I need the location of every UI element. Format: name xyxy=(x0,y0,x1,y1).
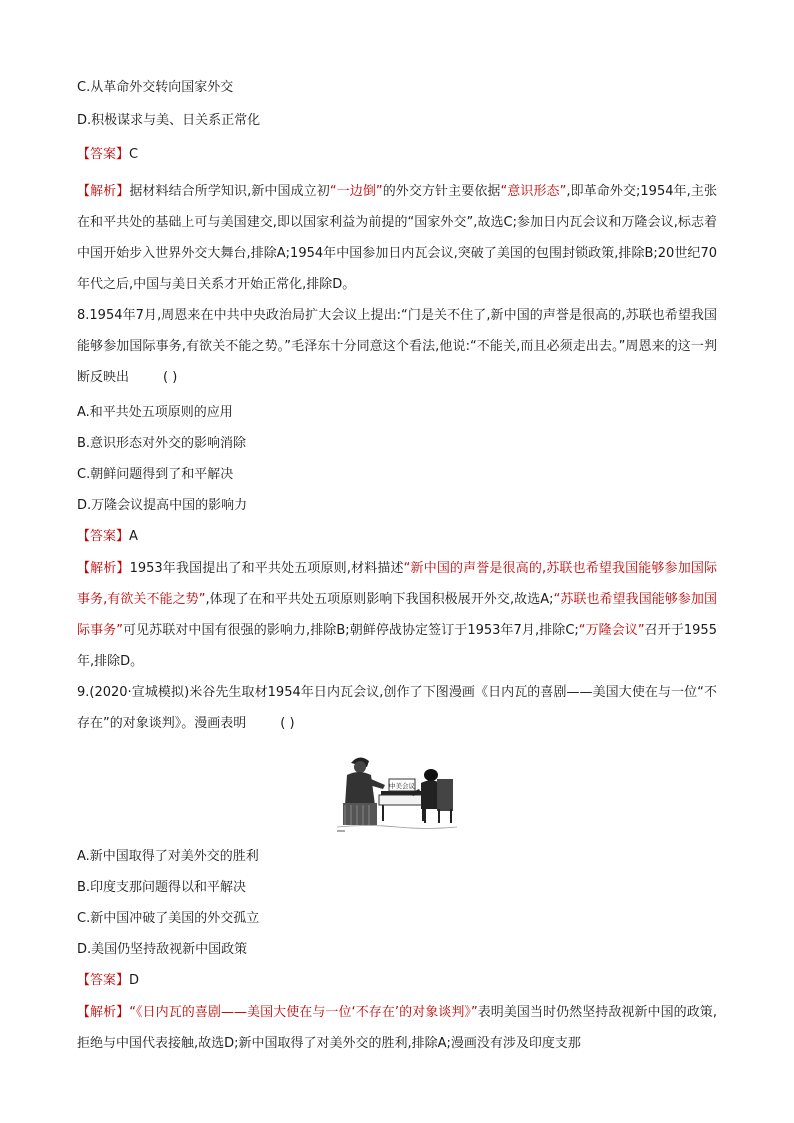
analysis-text: 的外交方针主要依据 xyxy=(382,184,501,199)
q8-analysis xyxy=(77,553,717,677)
analysis-text: 召开于1955年,排除D。 xyxy=(77,623,717,669)
document-page xyxy=(77,78,717,1059)
q9-option-a: A.新中国取得了对美外交的胜利 xyxy=(77,849,259,864)
analysis-text: 1953年我国提出了和平共处五项原则,材料描述 xyxy=(129,561,404,576)
q9-stem xyxy=(77,677,717,739)
q7-analysis xyxy=(77,176,717,300)
analysis-quote: “《日内瓦的喜剧——美国大使在与一位‘不存在’的对象谈判》” xyxy=(129,1005,478,1020)
analysis-text: 据材料结合所学知识,新中国成立初 xyxy=(129,184,330,199)
analysis-label: 【解析】 xyxy=(77,184,130,199)
analysis-label: 【解析】 xyxy=(77,1005,130,1020)
question-stem: 9.(2020·宣城模拟)米谷先生取材1954年日内瓦会议,创作了下图漫画《日内瓦的喜剧——美国大使在与一位“不存在”的对象谈判》。漫画表明 xyxy=(77,685,717,731)
q9-option-d: D.美国仍坚持敌视新中国政策 xyxy=(77,942,248,957)
question-stem: 8.1954年7月,周恩来在中共中央政治局扩大会议上提出:“门是关不住了,新中国的声誉是很高的,苏联也希望我国能够参加国际事务,有欲关不能之势。”毛泽东十分同意这个看法,他说:“不能关,而且必须走出去。”周恩来的这一判断反映出 xyxy=(77,308,717,385)
q8-answer xyxy=(77,527,717,547)
q8-stem xyxy=(77,300,717,393)
q9-option-b: B.印度支那问题得以和平解决 xyxy=(77,880,247,895)
answer-value: A xyxy=(129,529,138,544)
q7-answer xyxy=(77,145,717,165)
cartoon-sign-text: 中美会议 xyxy=(389,782,415,790)
analysis-label: 【解析】 xyxy=(77,561,130,576)
analysis-text: 表明美国当时仍然坚持敌视新中国的政策,拒绝与中国代表接触,故选D;新中国取得了对美外交的胜利,排除A;漫画没有涉及印度支那 xyxy=(77,1005,717,1051)
analysis-quote: “新中国的声誉是很高的,苏联也希望我国能够参加国际事务,有欲关不能之势” xyxy=(77,561,717,607)
q7-option-d: D.积极谋求与美、日关系正常化 xyxy=(77,113,261,128)
cartoon-figure xyxy=(77,749,717,833)
cartoon-illustration xyxy=(333,749,461,833)
q9-option-c: C.新中国冲破了美国的外交孤立 xyxy=(77,911,260,926)
answer-blank: ( ) xyxy=(163,370,178,385)
analysis-quote: “一边倒” xyxy=(329,184,383,199)
analysis-quote: “苏联也希望我国能够参加国际事务” xyxy=(77,592,717,638)
answer-label: 【答案】 xyxy=(77,529,130,544)
q7-option-c: C.从革命外交转向国家外交 xyxy=(77,80,234,95)
answer-value: C xyxy=(129,147,139,162)
q8-option-b: B.意识形态对外交的影响消除 xyxy=(77,436,247,451)
analysis-quote: “意识形态” xyxy=(500,184,567,199)
q8-option-a: A.和平共处五项原则的应用 xyxy=(77,405,233,420)
q8-option-c: C.朝鲜问题得到了和平解决 xyxy=(77,467,234,482)
answer-blank: ( ) xyxy=(280,716,295,731)
answer-value: D xyxy=(129,973,140,988)
q9-analysis xyxy=(77,997,717,1059)
analysis-text: ,体现了在和平共处五项原则影响下我国积极展开外交,故选A; xyxy=(205,592,554,607)
q9-answer xyxy=(77,971,717,991)
analysis-quote: “万隆会议” xyxy=(578,623,645,638)
answer-label: 【答案】 xyxy=(77,147,130,162)
answer-label: 【答案】 xyxy=(77,973,130,988)
analysis-text: 可见苏联对中国有很强的影响力,排除B;朝鲜停战协定签订于1953年7月,排除C; xyxy=(122,623,579,638)
q8-option-d: D.万隆会议提高中国的影响力 xyxy=(77,498,248,513)
analysis-text: ,即革命外交;1954年,主张在和平共处的基础上可与美国建交,即以国家利益为前提的“国家外交”,故选C;参加日内瓦会议和万隆会议,标志着中国开始步入世界外交大舞台,排除A;1954年中国参加日内瓦会议,突破了美国的包围封锁政策,排除B;20世纪70年代之后,中国与美日关系才开始正常化,排除D。 xyxy=(77,184,717,292)
